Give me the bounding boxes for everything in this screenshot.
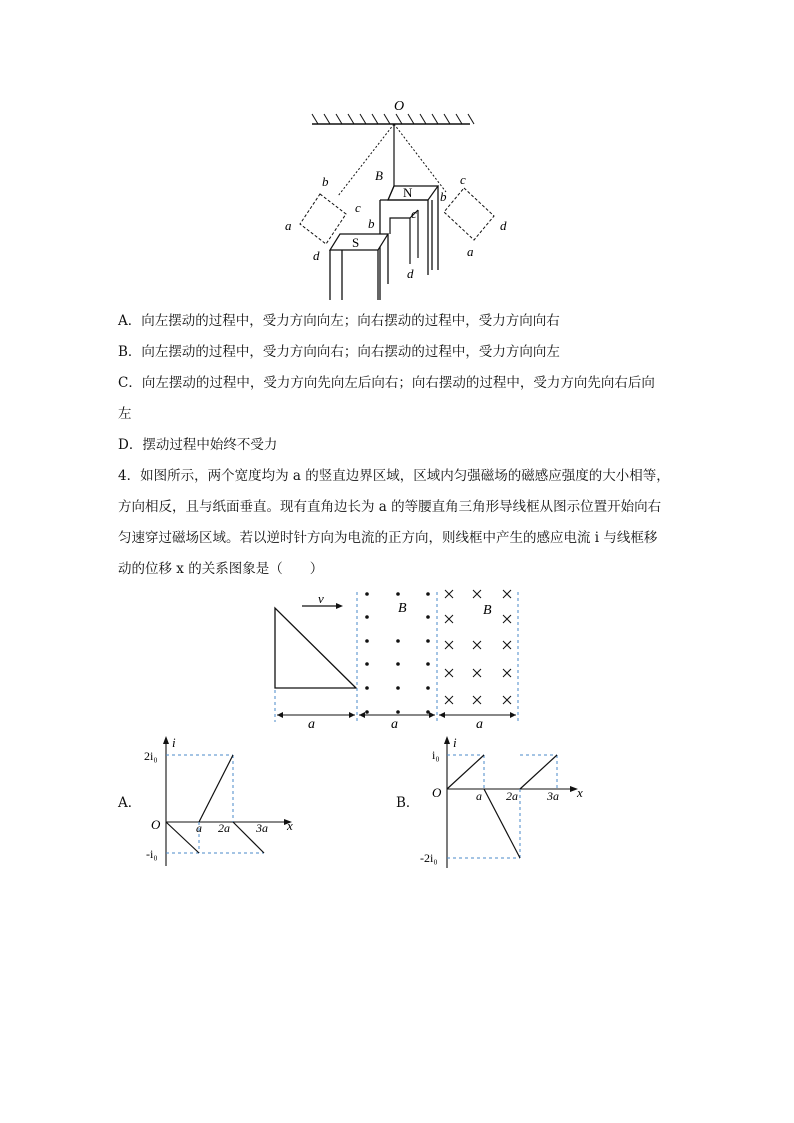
graph-a-bottom-label: -i₀	[146, 847, 158, 861]
field-b-in: B	[483, 603, 492, 618]
pendulum-magnet-figure	[280, 95, 520, 305]
graph-a	[140, 730, 300, 870]
label-left-a: a	[285, 218, 292, 233]
field-b-out: B	[398, 601, 407, 616]
graph-b-y-axis-label: i	[453, 735, 457, 750]
q4-line-3: 匀速穿过磁场区域。若以逆时针方向为电流的正方向，则线框中产生的感应电流 i 与线框移	[118, 530, 658, 546]
graph-b-bottom-label: -2i₀	[420, 851, 438, 865]
graph-a-tick-a: a	[196, 821, 202, 835]
option-d: D．摆动过程中始终不受力	[118, 437, 278, 453]
label-right-a: a	[467, 244, 474, 259]
graph-b-option-label: B．	[396, 795, 420, 811]
graph-b-origin-label: O	[432, 785, 442, 800]
pivot-label: O	[394, 99, 405, 114]
label-mid-d: d	[407, 266, 414, 281]
graph-a-tick-2a: 2a	[218, 821, 230, 835]
option-a: A．向左摆动的过程中，受力方向向左；向右摆动的过程中，受力方向向右	[118, 313, 560, 329]
graph-a-origin-label: O	[151, 817, 161, 832]
graph-a-top-label: 2i₀	[144, 749, 158, 763]
label-left-c: c	[355, 200, 361, 215]
label-B: B	[375, 168, 383, 183]
label-N: N	[403, 185, 413, 200]
option-c-cont: 左	[118, 406, 132, 422]
label-mid-b: b	[368, 216, 375, 231]
width-label-2: a	[391, 717, 398, 730]
q4-line-2: 方向相反，且与纸面垂直。现有直角边长为 a 的等腰直角三角形导线框从图示位置开始向右	[118, 499, 662, 515]
label-mid-c: c	[411, 206, 417, 221]
velocity-label: v	[318, 591, 324, 606]
option-c: C．向左摆动的过程中，受力方向先向左后向右；向右摆动的过程中，受力方向先向右后向	[118, 375, 655, 391]
width-label-1: a	[308, 717, 315, 730]
label-right-d: d	[500, 218, 507, 233]
label-S: S	[352, 235, 360, 250]
graph-a-y-axis-label: i	[172, 735, 176, 750]
label-right-b: b	[440, 189, 447, 204]
graph-a-option-label: A．	[118, 795, 142, 811]
label-left-b: b	[322, 174, 329, 189]
q4-line-4: 动的位移 x 的关系图象是（ ）	[118, 561, 324, 577]
graph-b-tick-a: a	[476, 789, 482, 803]
magnetic-field-figure	[262, 588, 532, 730]
graph-b	[418, 730, 593, 872]
graph-b-tick-3a: 3a	[547, 789, 559, 803]
label-right-c: c	[460, 172, 466, 187]
label-left-d: d	[313, 248, 320, 263]
graph-b-top-label: i₀	[432, 748, 440, 762]
width-label-3: a	[476, 717, 483, 730]
graph-a-x-axis-label: x	[287, 818, 293, 833]
option-b: B．向左摆动的过程中，受力方向向右；向右摆动的过程中，受力方向向左	[118, 344, 560, 360]
q4-line-1: 4．如图所示，两个宽度均为 a 的竖直边界区域，区域内匀强磁场的磁感应强度的大小相等，	[118, 468, 670, 484]
graph-b-x-axis-label: x	[577, 785, 583, 800]
graph-b-tick-2a: 2a	[506, 789, 518, 803]
graph-a-tick-3a: 3a	[256, 821, 268, 835]
